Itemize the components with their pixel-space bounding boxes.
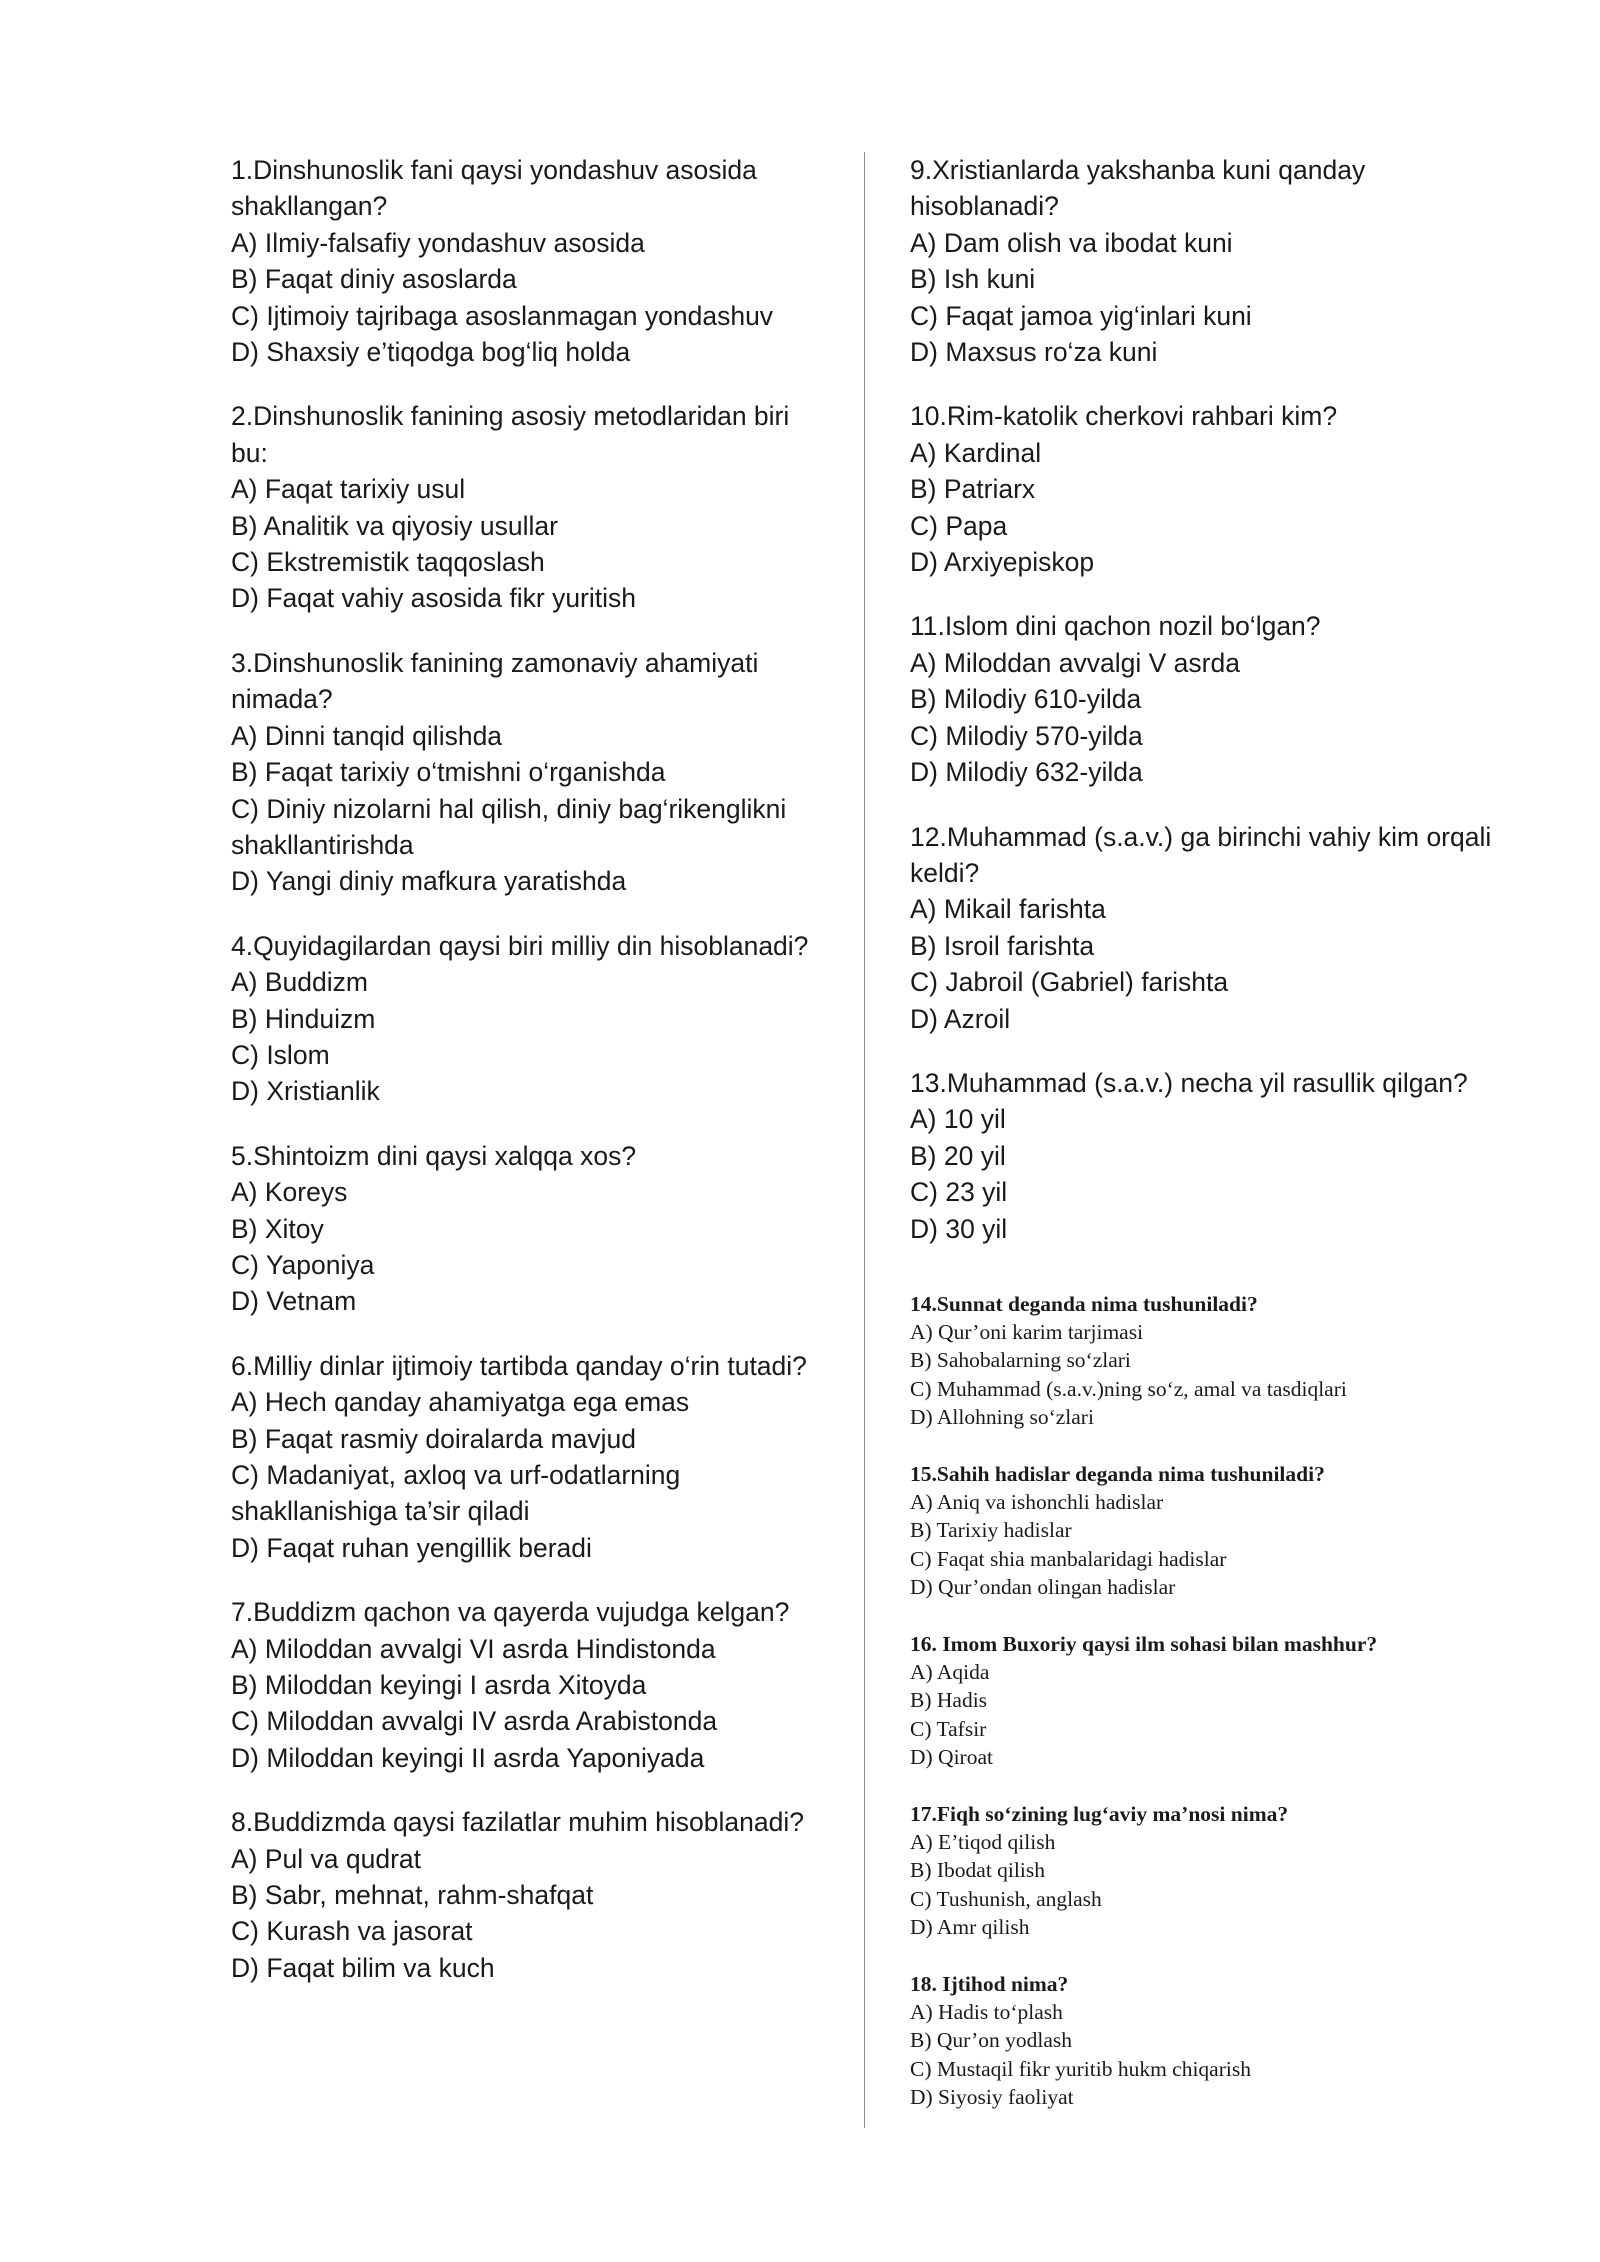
option-d: D) Allohning so‘zlari (910, 1404, 1094, 1429)
option-c: C) Tushunish, anglash (910, 1886, 1102, 1911)
question-title: 10.Rim-katolik cherkovi rahbari kim? (910, 401, 1338, 432)
question-title: 17.Fiqh so‘zining lug‘aviy ma’nosi nima? (910, 1802, 1289, 1827)
option-a: A) Koreys (231, 1177, 348, 1208)
option-a: A) Aniq va ishonchli hadislar (910, 1490, 1164, 1515)
option-d: D) Siyosiy faoliyat (910, 2084, 1074, 2109)
option-d: D) Xristianlik (231, 1076, 380, 1107)
option-d: D) Faqat bilim va kuch (231, 1952, 495, 1983)
question-title: 4.Quyidagilardan qaysi biri milliy din hisoblanadi? (231, 930, 809, 961)
option-b: B) Sabr, mehnat, rahm-shafqat (231, 1880, 594, 1911)
question-10 (910, 398, 1510, 580)
option-d: D) Vetnam (231, 1286, 357, 1317)
option-c: C) 23 yil (910, 1177, 1008, 1208)
option-a: A) Dam olish va ibodat kuni (910, 227, 1233, 258)
option-b: B) Xitoy (231, 1213, 324, 1244)
option-c: C) Muhammad (s.a.v.)ning so‘z, amal va tasdiqlari (910, 1376, 1347, 1401)
option-a: A) Kardinal (910, 437, 1042, 468)
option-c: C) Papa (910, 510, 1008, 541)
option-d: D) Qur’ondan olingan hadislar (910, 1574, 1176, 1599)
option-c: C) Islom (231, 1039, 330, 1070)
option-c: C) Faqat shia manbalaridagi hadislar (910, 1546, 1227, 1571)
option-d: D) Yangi diniy mafkura yaratishda (231, 866, 627, 897)
option-d: D) Milodiy 632-yilda (910, 757, 1143, 788)
option-a: A) Miloddan avvalgi V asrda (910, 647, 1240, 678)
question-title: 2.Dinshunoslik fanining asosiy metodlaridan biri bu: (231, 401, 790, 468)
question-6 (231, 1348, 831, 1566)
option-b: B) Qur’on yodlash (910, 2028, 1073, 2053)
question-title: 8.Buddizmda qaysi fazilatlar muhim hisoblanadi? (231, 1807, 804, 1838)
option-b: B) Isroil farishta (910, 930, 1095, 961)
option-a: A) E’tiqod qilish (910, 1830, 1056, 1855)
option-c: C) Mustaqil fikr yuritib hukm chiqarish (910, 2056, 1251, 2081)
option-a: A) Mikail farishta (910, 894, 1106, 925)
option-b: B) Hinduizm (231, 1003, 376, 1034)
question-2 (231, 398, 831, 616)
question-5 (231, 1138, 831, 1320)
question-1 (231, 152, 831, 370)
option-a: A) Hech qanday ahamiyatga ega emas (231, 1387, 690, 1418)
option-a: A) 10 yil (910, 1104, 1006, 1135)
question-17 (910, 1800, 1510, 1941)
option-a: A) Hadis to‘plash (910, 2000, 1063, 2025)
option-a: A) Miloddan avvalgi VI asrda Hindistonda (231, 1633, 716, 1664)
question-9 (910, 152, 1510, 370)
option-b: B) Faqat tarixiy o‘tmishni o‘rganishda (231, 757, 666, 788)
option-c: C) Ekstremistik taqqoslash (231, 547, 545, 578)
option-c: C) Yaponiya (231, 1249, 375, 1280)
question-title: 15.Sahih hadislar deganda nima tushuniladi? (910, 1461, 1325, 1486)
left-column (231, 152, 831, 2014)
question-12 (910, 819, 1510, 1037)
column-divider (864, 152, 865, 2128)
question-title: 18. Ijtihod nima? (910, 1972, 1069, 1997)
option-a: A) Aqida (910, 1660, 990, 1685)
question-title: 3.Dinshunoslik fanining zamonaviy ahamiyati nimada? (231, 647, 759, 715)
question-16 (910, 1630, 1510, 1771)
question-15 (910, 1460, 1510, 1601)
option-d: D) Shaxsiy e’tiqodga bog‘liq holda (231, 337, 631, 368)
question-18 (910, 1970, 1510, 2111)
option-d: D) Miloddan keyingi II asrda Yaponiyada (231, 1742, 705, 1773)
question-title: 9.Xristianlarda yakshanba kuni qanday hisoblanadi? (910, 155, 1366, 222)
question-4 (231, 928, 831, 1110)
option-a: A) Faqat tarixiy usul (231, 474, 466, 505)
option-b: B) Milodiy 610-yilda (910, 684, 1142, 715)
question-title: 1.Dinshunoslik fani qaysi yondashuv asosida shakllangan? (231, 155, 757, 222)
option-b: B) Patriarx (910, 474, 1036, 505)
option-c: C) Faqat jamoa yig‘inlari kuni (910, 300, 1252, 331)
option-c: C) Miloddan avvalgi IV asrda Arabistonda (231, 1706, 718, 1737)
option-c: C) Milodiy 570-yilda (910, 720, 1143, 751)
option-a: A) Buddizm (231, 967, 368, 998)
option-b: B) Sahobalarning so‘zlari (910, 1348, 1131, 1373)
option-d: D) Maxsus ro‘za kuni (910, 337, 1158, 368)
option-d: D) Qiroat (910, 1744, 993, 1769)
option-a: A) Pul va qudrat (231, 1843, 422, 1874)
option-d: D) Faqat vahiy asosida fikr yuritish (231, 583, 637, 614)
option-b: B) Faqat rasmiy doiralarda mavjud (231, 1423, 637, 1454)
question-title: 16. Imom Buxoriy qaysi ilm sohasi bilan mashhur? (910, 1632, 1378, 1656)
option-d: D) Faqat ruhan yengillik beradi (231, 1532, 592, 1563)
option-c: C) Tafsir (910, 1716, 987, 1741)
option-b: B) Ish kuni (910, 264, 1036, 295)
question-13 (910, 1065, 1510, 1247)
question-14 (910, 1290, 1510, 1431)
option-a: A) Dinni tanqid qilishda (231, 720, 503, 751)
question-3 (231, 645, 831, 900)
question-8 (231, 1804, 831, 1986)
option-d: D) Arxiyepiskop (910, 547, 1095, 578)
question-title: 13.Muhammad (s.a.v.) necha yil rasullik qilgan? (910, 1067, 1468, 1098)
option-d: D) 30 yil (910, 1213, 1008, 1244)
option-b: B) Miloddan keyingi I asrda Xitoyda (231, 1670, 647, 1701)
option-a: A) Qur’oni karim tarjimasi (910, 1320, 1144, 1345)
option-c: C) Ijtimoiy tajribaga asoslanmagan yondashuv (231, 300, 774, 331)
option-d: D) Amr qilish (910, 1914, 1030, 1939)
option-d: D) Azroil (910, 1003, 1011, 1034)
option-b: B) 20 yil (910, 1140, 1006, 1171)
option-c: C) Diniy nizolarni hal qilish, diniy bag‘rikenglikni shakllantirishda (231, 793, 787, 860)
question-title: 5.Shintoizm dini qaysi xalqqa xos? (231, 1140, 637, 1171)
option-a: A) Ilmiy-falsafiy yondashuv asosida (231, 227, 645, 258)
question-11 (910, 608, 1510, 790)
question-title: 11.Islom dini qachon nozil bo‘lgan? (910, 611, 1321, 642)
option-c: C) Madaniyat, axloq va urf-odatlarning shakllanishiga ta’sir qiladi (231, 1460, 681, 1527)
right-column (910, 152, 1510, 2140)
question-title: 12.Muhammad (s.a.v.) ga birinchi vahiy kim orqali keldi? (910, 821, 1492, 888)
option-c: C) Kurash va jasorat (231, 1916, 473, 1947)
question-title: 7.Buddizm qachon va qayerda vujudga kelgan? (231, 1597, 790, 1628)
option-c: C) Jabroil (Gabriel) farishta (910, 967, 1229, 998)
question-title: 14.Sunnat deganda nima tushuniladi? (910, 1291, 1258, 1316)
option-b: B) Analitik va qiyosiy usullar (231, 510, 558, 541)
option-b: B) Hadis (910, 1688, 988, 1713)
option-b: B) Faqat diniy asoslarda (231, 264, 517, 295)
question-7 (231, 1594, 831, 1776)
option-b: B) Tarixiy hadislar (910, 1518, 1072, 1543)
question-title: 6.Milliy dinlar ijtimoiy tartibda qanday o‘rin tutadi? (231, 1350, 807, 1381)
option-b: B) Ibodat qilish (910, 1858, 1045, 1883)
